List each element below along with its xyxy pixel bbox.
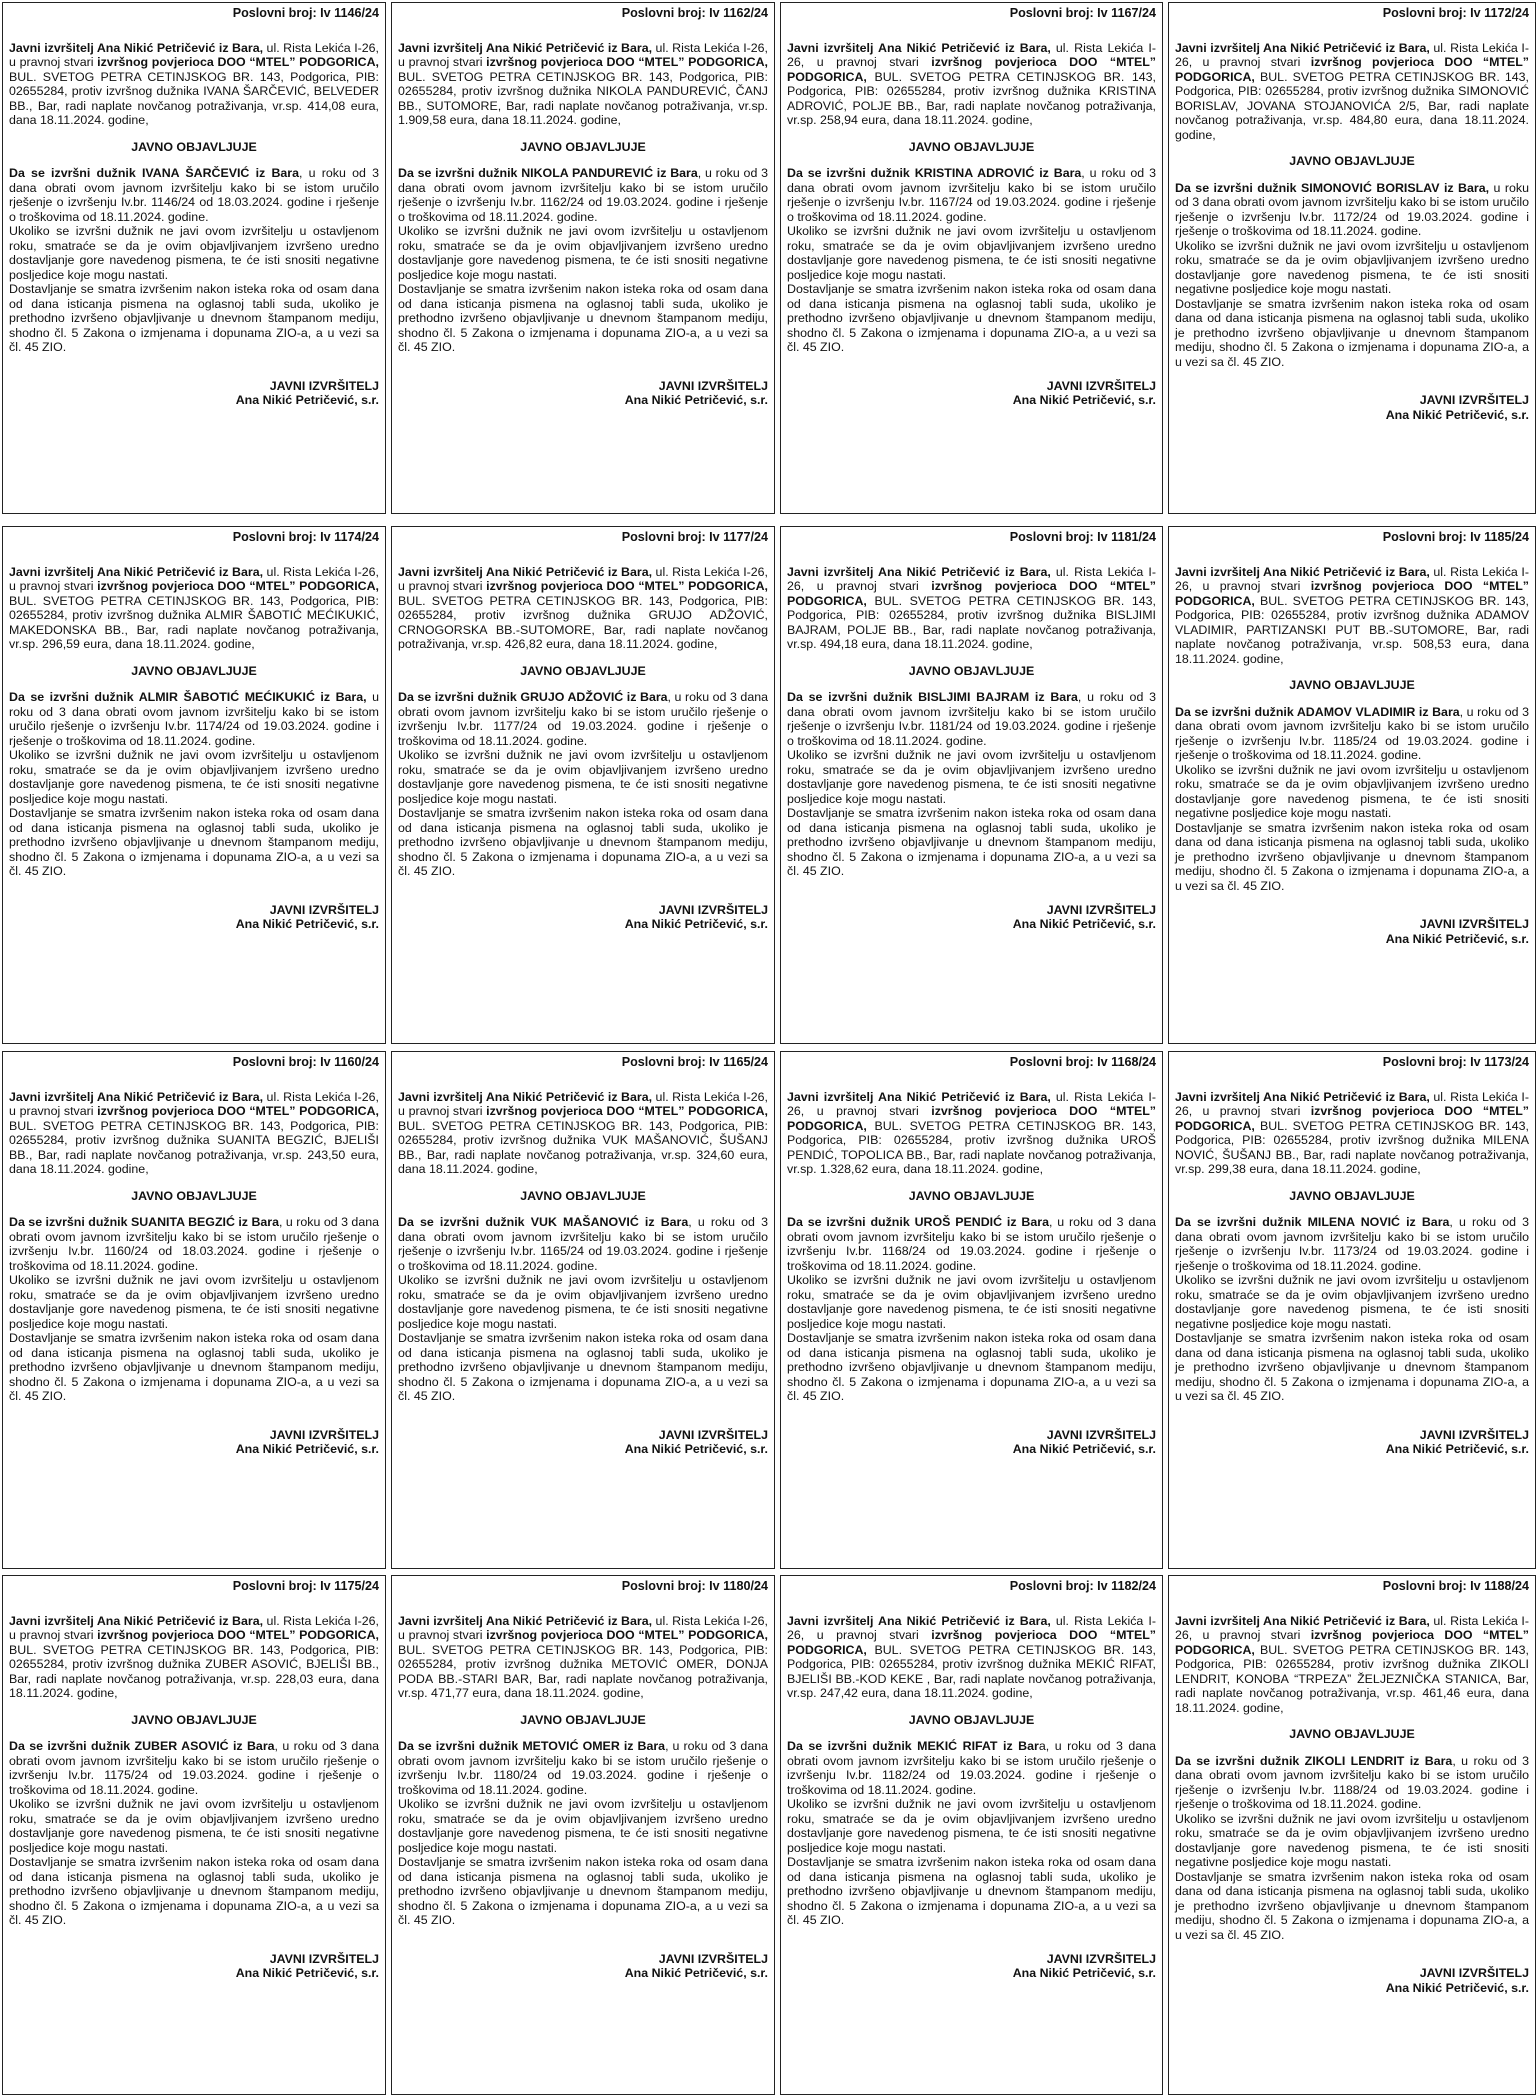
intro-paragraph <box>9 1614 379 1701</box>
executor-address: ul. Rista Lekića I-26, u pravnoj stvari <box>398 40 768 70</box>
case-number: Poslovni broj: Iv 1146/24 <box>232 6 379 20</box>
intro-paragraph <box>9 565 379 652</box>
debtor-name: Da se izvršni dužnik ALMIR ŠABOTIĆ MEĆIKUKIĆ iz Bara, <box>9 690 367 705</box>
summons-paragraph <box>787 690 1156 748</box>
signature <box>1175 917 1529 946</box>
debtor-name: Da se izvršni dužnik BISLJIMI BAJRAM iz Bara <box>787 690 1078 705</box>
signature-name: Ana Nikić Petričević, s.r. <box>624 1966 768 1981</box>
signature-title: JAVNI IZVRŠITELJ <box>658 1427 768 1442</box>
creditor-name: izvršnog povjerioca DOO “MTEL” PODGORICA, <box>486 1628 768 1643</box>
creditor-name: izvršnog povjerioca DOO “MTEL” PODGORICA, <box>787 55 1156 84</box>
delivery-paragraph: Dostavljanje se smatra izvršenim nakon isteka roka od osam dana od dana isticanja pismena na oglasnoj tabli suda, ukoliko je prethodno izvršeno objavljivanje u dnevnom štampanom mediju, shodno čl. 5 Zakona o izmjenama i dopunama ZIO-a, a u vezi sa čl. 45 ZIO. <box>398 282 768 355</box>
delivery-paragraph: Dostavljanje se smatra izvršenim nakon isteka roka od osam dana od dana isticanja pismena na oglasnoj tabli suda, ukoliko je prethodno izvršeno objavljivanje u dnevnom štampanom mediju, shodno čl. 5 Zakona o izmjenama i dopunama ZIO-a, a u vezi sa čl. 45 ZIO. <box>398 1331 768 1404</box>
delivery-paragraph: Dostavljanje se smatra izvršenim nakon isteka roka od osam dana od dana isticanja pismena na oglasnoj tabli suda, ukoliko je prethodno izvršeno objavljivanje u dnevnom štampanom mediju, shodno čl. 5 Zakona o izmjenama i dopunama ZIO-a, a u vezi sa čl. 45 ZIO. <box>1175 1331 1529 1404</box>
debtor-name: Da se izvršni dužnik ADAMOV VLADIMIR iz Bara <box>1175 704 1460 719</box>
notice-heading: JAVNO OBJAVLJUJE <box>520 139 646 154</box>
debtor-name: Da se izvršni dužnik UROŠ PENDIĆ iz Bara <box>787 1215 1049 1230</box>
case-details: BUL. SVETOG PETRA CETINJSKOG BR. 143, Podgorica, PIB: 02655284, protiv izvršnog dužnika UROŠ PENDIĆ, TOPOLICA BB., Bar, radi naplate novčanog potraživanja, vr.sp. 1.328,62 eura, dana 18.11.2024. godine, <box>787 1118 1156 1177</box>
case-details: BUL. SVETOG PETRA CETINJSKOG BR. 143, Podgorica, PIB: 02655284, protiv izvršnog dužnika SIMONOVIĆ BORISLAV, JOVANA STOJANOVIĆA 2/5, Bar, radi naplate novčanog potraživanja, vr.sp. 484,80 eura, dana 18.11.2024. godine, <box>1175 69 1529 142</box>
delivery-paragraph: Dostavljanje se smatra izvršenim nakon isteka roka od osam dana od dana isticanja pismena na oglasnoj tabli suda, ukoliko je prethodno izvršeno objavljivanje u dnevnom štampanom mediju, shodno čl. 5 Zakona o izmjenama i dopunama ZIO-a, a u vezi sa čl. 45 ZIO. <box>1175 296 1529 369</box>
intro-paragraph <box>1175 1614 1529 1716</box>
executor-address: ul. Rista Lekića I-26, u pravnoj stvari <box>1175 1089 1529 1119</box>
consequence-paragraph: Ukoliko se izvršni dužnik ne javi ovom izvršitelju u ostavljenom roku, smatraće se da je ovim objavljivanjem izvršeno uredno dostavljanje gore navedenog pismena, te će isti snositi negativne posljedice koje mogu nastati. <box>1175 1273 1529 1331</box>
summons-paragraph <box>787 1739 1156 1797</box>
executor-name: Javni izvršitelj Ana Nikić Petričević iz Bara, <box>9 1613 264 1628</box>
case-details: BUL. SVETOG PETRA CETINJSKOG BR. 143, Podgorica, PIB: 02655284, protiv izvršnog dužnika ALMIR ŠABOTIĆ MEĆIKUKIĆ, MAKEDONSKA BB., Bar, radi naplate novčanog potraživanja, vr.sp. 296,59 eura, dana 18.11.2024. godine, <box>9 593 379 652</box>
notice-box <box>1168 526 1536 1044</box>
notice-box <box>1168 2 1536 514</box>
case-details: BUL. SVETOG PETRA CETINJSKOG BR. 143, Podgorica, PIB: 02655284, protiv izvršnog dužnika MILENA NOVIĆ, ŠUŠANJ BB., Bar, radi naplate novčanog potraživanja, vr.sp. 299,38 eura, dana 18.11.2024. godine, <box>1175 1118 1529 1177</box>
notice-box <box>391 1575 775 2095</box>
intro-paragraph <box>787 1614 1156 1701</box>
case-number: Poslovni broj: Iv 1173/24 <box>1382 1055 1529 1069</box>
signature-title: JAVNI IZVRŠITELJ <box>658 902 768 917</box>
signature-title: JAVNI IZVRŠITELJ <box>269 378 379 393</box>
consequence-paragraph: Ukoliko se izvršni dužnik ne javi ovom izvršitelju u ostavljenom roku, smatraće se da je ovim objavljivanjem izvršeno uredno dostavljanje gore navedenog pismena, te će isti snositi negativne posljedice koje mogu nastati. <box>787 748 1156 806</box>
creditor-name: izvršnog povjerioca DOO “MTEL” PODGORICA, <box>97 1628 379 1643</box>
summons-text: , u roku od 3 dana obrati ovom javnom izvršitelju kako bi se istom uručilo rješenje o izvršenju Iv.br. 1177/24 od 19.03.2024. godine i rješenje o troškovima od 18.11.2024. godine. <box>398 690 768 748</box>
creditor-name: izvršnog povjerioca DOO “MTEL” PODGORICA, <box>1175 1628 1529 1657</box>
notice-heading: JAVNO OBJAVLJUJE <box>908 663 1035 678</box>
executor-address: ul. Rista Lekića I-26, u pravnoj stvari <box>9 1089 379 1119</box>
case-details: BUL. SVETOG PETRA CETINJSKOG BR. 143, Podgorica, PIB: 02655284, protiv izvršnog dužnika ZIKOLI LENDRIT, KONOBA “TRPEZA” ŽELJEZNIČKA STANICA, Bar, radi naplate novčanog potraživanja, vr.sp. 461,46 eura, dana 18.11.2024. godine, <box>1175 1642 1529 1715</box>
creditor-name: izvršnog povjerioca DOO “MTEL” PODGORICA, <box>97 55 379 70</box>
summons-text: , u roku od 3 dana obrati ovom javnom izvršitelju kako bi se istom uručilo rješenje o izvršenju Iv.br. 1188/24 od 19.03.2024. godine i rješenje o troškovima od 18.11.2024. godine. <box>1175 1753 1529 1812</box>
executor-name: Javni izvršitelj Ana Nikić Petričević iz Bara, <box>787 40 1051 55</box>
creditor-name: izvršnog povjerioca DOO “MTEL” PODGORICA, <box>1175 579 1529 608</box>
summons-text: , u roku od 3 dana obrati ovom javnom izvršitelju kako bi se istom uručilo rješenje o izvršenju Iv.br. 1180/24 od 19.03.2024. godine i rješenje o troškovima od 18.11.2024. godine. <box>398 1739 768 1797</box>
notice-box <box>780 1051 1163 1569</box>
summons-text: , u roku od 3 dana obrati ovom javnom izvršitelju kako bi se istom uručilo rješenje o izvršenju Iv.br. 1162/24 od 19.03.2024. godine i rješenje o troškovima od 18.11.2024. godine. <box>398 166 768 224</box>
executor-name: Javni izvršitelj Ana Nikić Petričević iz Bara, <box>787 564 1051 579</box>
summons-text: , u roku od 3 dana obrati ovom javnom izvršitelju kako bi se istom uručilo rješenje o izvršenju Iv.br. 1165/24 od 19.03.2024. godine i rješenje o troškovima od 18.11.2024. godine. <box>398 1215 768 1273</box>
consequence-paragraph: Ukoliko se izvršni dužnik ne javi ovom izvršitelju u ostavljenom roku, smatraće se da je ovim objavljivanjem izvršeno uredno dostavljanje gore navedenog pismena, te će isti snositi negativne posljedice koje mogu nastati. <box>9 1797 379 1855</box>
creditor-name: izvršnog povjerioca DOO “MTEL” PODGORICA, <box>97 1104 379 1119</box>
intro-paragraph <box>787 41 1156 128</box>
executor-name: Javni izvršitelj Ana Nikić Petričević iz Bara, <box>398 564 653 579</box>
summons-text: a, u roku od 3 dana obrati ovom javnom izvršitelju kako bi se istom uručilo rješenje o izvršenju Iv.br. 1182/24 od 19.03.2024. godine i rješenje o troškovima od 18.11.2024. godine. <box>787 1739 1156 1797</box>
case-number: Poslovni broj: Iv 1182/24 <box>1009 1579 1156 1593</box>
intro-paragraph <box>398 565 768 652</box>
summons-paragraph <box>1175 1215 1529 1273</box>
signature-name: Ana Nikić Petričević, s.r. <box>1385 1442 1529 1457</box>
signature-title: JAVNI IZVRŠITELJ <box>1419 917 1529 932</box>
signature <box>787 379 1156 408</box>
summons-text: u roku od 3 dana obrati ovom javnom izvršitelju kako bi se istom uručilo rješenje o izvršenju Iv.br. 1174/24 od 19.03.2024. godine i rješenje o troškovima od 18.11.2024. godine. <box>9 690 379 748</box>
executor-address: ul. Rista Lekića I-26, u pravnoj stvari <box>787 564 1156 594</box>
signature-name: Ana Nikić Petričević, s.r. <box>624 917 768 932</box>
notice-heading: JAVNO OBJAVLJUJE <box>908 1188 1035 1203</box>
case-number: Poslovni broj: Iv 1162/24 <box>621 6 768 20</box>
notices-grid <box>2 2 1536 2096</box>
executor-address: ul. Rista Lekića I-26, u pravnoj stvari <box>1175 564 1529 594</box>
executor-address: ul. Rista Lekića I-26, u pravnoj stvari <box>9 1613 379 1643</box>
signature-title: JAVNI IZVRŠITELJ <box>269 1427 379 1442</box>
case-number: Poslovni broj: Iv 1181/24 <box>1009 530 1156 544</box>
debtor-name: Da se izvršni dužnik ZUBER ASOVIĆ iz Bara <box>9 1739 275 1754</box>
signature-title: JAVNI IZVRŠITELJ <box>269 1951 379 1966</box>
notice-heading: JAVNO OBJAVLJUJE <box>520 663 646 678</box>
delivery-paragraph: Dostavljanje se smatra izvršenim nakon isteka roka od osam dana od dana isticanja pismena na oglasnoj tabli suda, ukoliko je prethodno izvršeno objavljivanje u dnevnom štampanom mediju, shodno čl. 5 Zakona o izmjenama i dopunama ZIO-a, a u vezi sa čl. 45 ZIO. <box>787 282 1156 355</box>
consequence-paragraph: Ukoliko se izvršni dužnik ne javi ovom izvršitelju u ostavljenom roku, smatraće se da je ovim objavljivanjem izvršeno uredno dostavljanje gore navedenog pismena, te će isti snositi negativne posljedice koje mogu nastati. <box>398 1273 768 1331</box>
signature-name: Ana Nikić Petričević, s.r. <box>1385 407 1529 422</box>
creditor-name: izvršnog povjerioca DOO “MTEL” PODGORICA, <box>486 55 768 70</box>
summons-text: , u roku od 3 dana obrati ovom javnom izvršitelju kako bi se istom uručilo rješenje o izvršenju Iv.br. 1173/24 od 19.03.2024. godine i rješenje o troškovima od 18.11.2024. godine. <box>1175 1215 1529 1273</box>
creditor-name: izvršnog povjerioca DOO “MTEL” PODGORICA, <box>97 579 379 594</box>
case-details: BUL. SVETOG PETRA CETINJSKOG BR. 143, Podgorica, PIB: 02655284, protiv izvršnog dužnika KRISTINA ADROVIĆ, POLJE BB., Bar, radi naplate novčanog potraživanja, vr.sp. 258,94 eura, dana 18.11.2024. godine, <box>787 69 1156 128</box>
creditor-name: izvršnog povjerioca DOO “MTEL” PODGORICA, <box>787 1628 1156 1657</box>
debtor-name: Da se izvršni dužnik IVANA ŠARČEVIĆ iz Bara <box>9 166 300 181</box>
signature-name: Ana Nikić Petričević, s.r. <box>1012 393 1156 408</box>
case-number: Poslovni broj: Iv 1175/24 <box>232 1579 379 1593</box>
intro-paragraph <box>398 1614 768 1701</box>
intro-paragraph <box>9 41 379 128</box>
executor-name: Javni izvršitelj Ana Nikić Petričević iz Bara, <box>9 1089 264 1104</box>
notice-heading: JAVNO OBJAVLJUJE <box>1289 1727 1415 1742</box>
summons-paragraph <box>9 1215 379 1273</box>
intro-paragraph <box>787 1090 1156 1177</box>
creditor-name: izvršnog povjerioca DOO “MTEL” PODGORICA, <box>787 1104 1156 1133</box>
intro-paragraph <box>398 1090 768 1177</box>
case-details: BUL. SVETOG PETRA CETINJSKOG BR. 143, Podgorica, PIB: 02655284, protiv izvršnog dužnika NIKOLA PANDUREVIĆ, ČANJ BB., SUTOMORE, Bar, radi naplate novčanog potraživanja, vr.sp. 1.909,58 eura, dana 18.11.2024. godine, <box>398 69 768 128</box>
summons-paragraph <box>787 166 1156 224</box>
signature-name: Ana Nikić Petričević, s.r. <box>1012 1442 1156 1457</box>
signature-name: Ana Nikić Petričević, s.r. <box>1012 917 1156 932</box>
consequence-paragraph: Ukoliko se izvršni dužnik ne javi ovom izvršitelju u ostavljenom roku, smatraće se da je ovim objavljivanjem izvršeno uredno dostavljanje gore navedenog pismena, te će isti snositi negativne posljedice koje mogu nastati. <box>787 224 1156 282</box>
summons-text: , u roku od 3 dana obrati ovom javnom izvršitelju kako bi se istom uručilo rješenje o izvršenju Iv.br. 1160/24 od 18.03.2024. godine i rješenje o troškovima od 18.11.2024. godine. <box>9 1215 379 1273</box>
signature-title: JAVNI IZVRŠITELJ <box>1419 393 1529 408</box>
case-number: Poslovni broj: Iv 1172/24 <box>1382 6 1529 20</box>
signature <box>9 1952 379 1981</box>
summons-paragraph <box>1175 1754 1529 1812</box>
consequence-paragraph: Ukoliko se izvršni dužnik ne javi ovom izvršitelju u ostavljenom roku, smatraće se da je ovim objavljivanjem izvršeno uredno dostavljanje gore navedenog pismena, te će isti snositi negativne posljedice koje mogu nastati. <box>9 1273 379 1331</box>
creditor-name: izvršnog povjerioca DOO “MTEL” PODGORICA, <box>486 579 768 594</box>
case-number: Poslovni broj: Iv 1177/24 <box>621 530 768 544</box>
summons-text: u roku od 3 dana obrati ovom javnom izvršitelju kako bi se istom uručilo rješenje o izvršenju Iv.br. 1172/24 od 19.03.2024. godine i rješenje o troškovima od 18.11.2024. godine. <box>1175 180 1529 239</box>
executor-address: ul. Rista Lekića I-26, u pravnoj stvari <box>1175 40 1529 70</box>
notice-box <box>780 1575 1163 2095</box>
summons-paragraph <box>9 690 379 748</box>
notice-box <box>2 1575 386 2095</box>
executor-name: Javni izvršitelj Ana Nikić Petričević iz Bara, <box>9 40 264 55</box>
delivery-paragraph: Dostavljanje se smatra izvršenim nakon isteka roka od osam dana od dana isticanja pismena na oglasnoj tabli suda, ukoliko je prethodno izvršeno objavljivanje u dnevnom štampanom mediju, shodno čl. 5 Zakona o izmjenama i dopunama ZIO-a, a u vezi sa čl. 45 ZIO. <box>398 1855 768 1928</box>
summons-paragraph <box>398 1739 768 1797</box>
notice-box <box>391 526 775 1044</box>
case-details: BUL. SVETOG PETRA CETINJSKOG BR. 143, Podgorica, PIB: 02655284, protiv izvršnog dužnika VUK MAŠANOVIĆ, ŠUŠANJ BB., Bar, radi naplate novčanog potraživanja, vr.sp. 324,60 eura, dana 18.11.2024. godine, <box>398 1118 768 1177</box>
summons-text: , u roku od 3 dana obrati ovom javnom izvršitelju kako bi se istom uručilo rješenje o izvršenju Iv.br. 1175/24 od 19.03.2024. godine i rješenje o troškovima od 18.11.2024. godine. <box>9 1739 379 1797</box>
debtor-name: Da se izvršni dužnik MILENA NOVIĆ iz Bara <box>1175 1215 1450 1230</box>
summons-paragraph <box>1175 181 1529 239</box>
signature-name: Ana Nikić Petričević, s.r. <box>235 393 379 408</box>
signature-name: Ana Nikić Petričević, s.r. <box>1012 1966 1156 1981</box>
creditor-name: izvršnog povjerioca DOO “MTEL” PODGORICA, <box>1175 55 1529 84</box>
notice-box <box>2 2 386 514</box>
signature-title: JAVNI IZVRŠITELJ <box>1419 1427 1529 1442</box>
case-details: BUL. SVETOG PETRA CETINJSKOG BR. 143, Podgorica, PIB: 02655284, protiv izvršnog dužnika BISLJIMI BAJRAM, POLJE BB., Bar, radi naplate novčanog potraživanja, vr.sp. 494,18 eura, dana 18.11.2024. godine, <box>787 593 1156 652</box>
executor-address: ul. Rista Lekića I-26, u pravnoj stvari <box>9 564 379 594</box>
signature-name: Ana Nikić Petričević, s.r. <box>1385 1980 1529 1995</box>
summons-paragraph <box>398 166 768 224</box>
summons-text: , u roku od 3 dana obrati ovom javnom izvršitelju kako bi se istom uručilo rješenje o izvršenju Iv.br. 1185/24 od 19.03.2024. godine i rješenje o troškovima od 18.11.2024. godine. <box>1175 704 1529 763</box>
case-number: Poslovni broj: Iv 1160/24 <box>232 1055 379 1069</box>
executor-address: ul. Rista Lekića I-26, u pravnoj stvari <box>787 1089 1156 1119</box>
notice-heading: JAVNO OBJAVLJUJE <box>131 663 257 678</box>
delivery-paragraph: Dostavljanje se smatra izvršenim nakon isteka roka od osam dana od dana isticanja pismena na oglasnoj tabli suda, ukoliko je prethodno izvršeno objavljivanje u dnevnom štampanom mediju, shodno čl. 5 Zakona o izmjenama i dopunama ZIO-a, a u vezi sa čl. 45 ZIO. <box>9 806 379 879</box>
intro-paragraph <box>9 1090 379 1177</box>
consequence-paragraph: Ukoliko se izvršni dužnik ne javi ovom izvršitelju u ostavljenom roku, smatraće se da je ovim objavljivanjem izvršeno uredno dostavljanje gore navedenog pismena, te će isti snositi negativne posljedice koje mogu nastati. <box>1175 762 1529 821</box>
case-number: Poslovni broj: Iv 1165/24 <box>621 1055 768 1069</box>
notice-box <box>780 2 1163 514</box>
delivery-paragraph: Dostavljanje se smatra izvršenim nakon isteka roka od osam dana od dana isticanja pismena na oglasnoj tabli suda, ukoliko je prethodno izvršeno objavljivanje u dnevnom štampanom mediju, shodno čl. 5 Zakona o izmjenama i dopunama ZIO-a, a u vezi sa čl. 45 ZIO. <box>787 1855 1156 1928</box>
consequence-paragraph: Ukoliko se izvršni dužnik ne javi ovom izvršitelju u ostavljenom roku, smatraće se da je ovim objavljivanjem izvršeno uredno dostavljanje gore navedenog pismena, te će isti snositi negativne posljedice koje mogu nastati. <box>787 1797 1156 1855</box>
executor-name: Javni izvršitelj Ana Nikić Petričević iz Bara, <box>1175 564 1430 579</box>
case-number: Poslovni broj: Iv 1180/24 <box>621 1579 768 1593</box>
debtor-name: Da se izvršni dužnik VUK MAŠANOVIĆ iz Bara <box>398 1215 689 1230</box>
notice-heading: JAVNO OBJAVLJUJE <box>1289 678 1415 693</box>
debtor-name: Da se izvršni dužnik NIKOLA PANDUREVIĆ iz Bara <box>398 166 698 181</box>
signature-title: JAVNI IZVRŠITELJ <box>1419 1966 1529 1981</box>
case-number: Poslovni broj: Iv 1188/24 <box>1382 1579 1529 1593</box>
delivery-paragraph: Dostavljanje se smatra izvršenim nakon isteka roka od osam dana od dana isticanja pismena na oglasnoj tabli suda, ukoliko je prethodno izvršeno objavljivanje u dnevnom štampanom mediju, shodno čl. 5 Zakona o izmjenama i dopunama ZIO-a, a u vezi sa čl. 45 ZIO. <box>9 1331 379 1404</box>
notice-box <box>1168 1051 1536 1569</box>
executor-name: Javni izvršitelj Ana Nikić Petričević iz Bara, <box>787 1089 1051 1104</box>
signature-name: Ana Nikić Petričević, s.r. <box>1385 931 1529 946</box>
executor-name: Javni izvršitelj Ana Nikić Petričević iz Bara, <box>1175 1089 1430 1104</box>
notice-box <box>1168 1575 1536 2095</box>
signature <box>9 379 379 408</box>
summons-paragraph <box>787 1215 1156 1273</box>
notice-heading: JAVNO OBJAVLJUJE <box>131 1712 257 1727</box>
consequence-paragraph: Ukoliko se izvršni dužnik ne javi ovom izvršitelju u ostavljenom roku, smatraće se da je ovim objavljivanjem izvršeno uredno dostavljanje gore navedenog pismena, te će isti snositi negativne posljedice koje mogu nastati. <box>398 748 768 806</box>
creditor-name: izvršnog povjerioca DOO “MTEL” PODGORICA, <box>486 1104 768 1119</box>
summons-text: , u roku od 3 dana obrati ovom javnom izvršitelju kako bi se istom uručilo rješenje o izvršenju Iv.br. 1146/24 od 18.03.2024. godine i rješenje o troškovima od 18.11.2024. godine. <box>9 166 379 224</box>
executor-name: Javni izvršitelj Ana Nikić Petričević iz Bara, <box>9 564 264 579</box>
summons-text: , u roku od 3 dana obrati ovom javnom izvršitelju kako bi se istom uručilo rješenje o izvršenju Iv.br. 1168/24 od 19.03.2024. godine i rješenje o troškovima od 18.11.2024. godine. <box>787 1215 1156 1273</box>
intro-paragraph <box>398 41 768 128</box>
case-number: Poslovni broj: Iv 1185/24 <box>1382 530 1529 544</box>
executor-address: ul. Rista Lekića I-26, u pravnoj stvari <box>9 40 379 70</box>
signature-name: Ana Nikić Petričević, s.r. <box>624 1442 768 1457</box>
signature <box>398 903 768 932</box>
signature-title: JAVNI IZVRŠITELJ <box>1046 1427 1156 1442</box>
notice-heading: JAVNO OBJAVLJUJE <box>1289 1188 1415 1203</box>
consequence-paragraph: Ukoliko se izvršni dužnik ne javi ovom izvršitelju u ostavljenom roku, smatraće se da je ovim objavljivanjem izvršeno uredno dostavljanje gore navedenog pismena, te će isti snositi negativne posljedice koje mogu nastati. <box>398 1797 768 1855</box>
case-number: Poslovni broj: Iv 1174/24 <box>232 530 379 544</box>
signature <box>787 1952 1156 1981</box>
signature-name: Ana Nikić Petričević, s.r. <box>235 1966 379 1981</box>
notice-heading: JAVNO OBJAVLJUJE <box>908 139 1035 154</box>
signature-title: JAVNI IZVRŠITELJ <box>269 902 379 917</box>
case-number: Poslovni broj: Iv 1167/24 <box>1009 6 1156 20</box>
signature <box>1175 1428 1529 1457</box>
debtor-name: Da se izvršni dužnik KRISTINA ADROVIĆ iz Bara <box>787 166 1082 181</box>
signature-title: JAVNI IZVRŠITELJ <box>1046 378 1156 393</box>
summons-paragraph <box>9 1739 379 1797</box>
signature-name: Ana Nikić Petričević, s.r. <box>235 1442 379 1457</box>
intro-paragraph <box>787 565 1156 652</box>
executor-name: Javni izvršitelj Ana Nikić Petričević iz Bara, <box>1175 40 1430 55</box>
executor-name: Javni izvršitelj Ana Nikić Petričević iz Bara, <box>398 1613 653 1628</box>
summons-paragraph <box>9 166 379 224</box>
case-details: BUL. SVETOG PETRA CETINJSKOG BR. 143, Podgorica, PIB: 02655284, protiv izvršnog dužnika GRUJO ADŽOVIĆ, CRNOGORSKA BB.-SUTOMORE, Bar, radi naplate novčanog potraživanja, vr.sp. 426,82 eura, dana 18.11.2024. godine, <box>398 593 768 652</box>
executor-address: ul. Rista Lekića I-26, u pravnoj stvari <box>787 1613 1156 1643</box>
debtor-name: Da se izvršni dužnik SIMONOVIĆ BORISLAV iz Bara, <box>1175 180 1490 195</box>
signature <box>787 903 1156 932</box>
intro-paragraph <box>1175 41 1529 143</box>
signature-title: JAVNI IZVRŠITELJ <box>1046 902 1156 917</box>
notice-heading: JAVNO OBJAVLJUJE <box>908 1712 1035 1727</box>
executor-name: Javni izvršitelj Ana Nikić Petričević iz Bara, <box>398 1089 653 1104</box>
delivery-paragraph: Dostavljanje se smatra izvršenim nakon isteka roka od osam dana od dana isticanja pismena na oglasnoj tabli suda, ukoliko je prethodno izvršeno objavljivanje u dnevnom štampanom mediju, shodno čl. 5 Zakona o izmjenama i dopunama ZIO-a, a u vezi sa čl. 45 ZIO. <box>9 1855 379 1928</box>
consequence-paragraph: Ukoliko se izvršni dužnik ne javi ovom izvršitelju u ostavljenom roku, smatraće se da je ovim objavljivanjem izvršeno uredno dostavljanje gore navedenog pismena, te će isti snositi negativne posljedice koje mogu nastati. <box>9 748 379 806</box>
signature-title: JAVNI IZVRŠITELJ <box>658 378 768 393</box>
case-details: BUL. SVETOG PETRA CETINJSKOG BR. 143, Podgorica, PIB: 02655284, protiv izvršnog dužnika METOVIĆ OMER, DONJA PODA BB.-STARI BAR, Bar, radi naplate novčanog potraživanja, vr.sp. 471,77 eura, dana 18.11.2024. godine, <box>398 1642 768 1701</box>
case-details: BUL. SVETOG PETRA CETINJSKOG BR. 143, Podgorica, PIB: 02655284, protiv izvršnog dužnika IVANA ŠARČEVIĆ, BELVEDER BB., Bar, radi naplate novčanog potraživanja, vr.sp. 414,08 eura, dana 18.11.2024. godine, <box>9 69 379 128</box>
consequence-paragraph: Ukoliko se izvršni dužnik ne javi ovom izvršitelju u ostavljenom roku, smatraće se da je ovim objavljivanjem izvršeno uredno dostavljanje gore navedenog pismena, te će isti snositi negativne posljedice koje mogu nastati. <box>9 224 379 282</box>
signature <box>398 379 768 408</box>
case-details: BUL. SVETOG PETRA CETINJSKOG BR. 143, Podgorica, PIB: 02655284, protiv izvršnog dužnika SUANITA BEGZIĆ, BJELIŠI BB., Bar, radi naplate novčanog potraživanja, vr.sp. 243,50 eura, dana 18.11.2024. godine, <box>9 1118 379 1177</box>
intro-paragraph <box>1175 1090 1529 1177</box>
delivery-paragraph: Dostavljanje se smatra izvršenim nakon isteka roka od osam dana od dana isticanja pismena na oglasnoj tabli suda, ukoliko je prethodno izvršeno objavljivanje u dnevnom štampanom mediju, shodno čl. 5 Zakona o izmjenama i dopunama ZIO-a, a u vezi sa čl. 45 ZIO. <box>398 806 768 879</box>
executor-address: ul. Rista Lekića I-26, u pravnoj stvari <box>398 1613 768 1643</box>
intro-paragraph <box>1175 565 1529 667</box>
executor-address: ul. Rista Lekića I-26, u pravnoj stvari <box>398 1089 768 1119</box>
notice-heading: JAVNO OBJAVLJUJE <box>131 139 257 154</box>
debtor-name: Da se izvršni dužnik SUANITA BEGZIĆ iz Bara <box>9 1215 280 1230</box>
consequence-paragraph: Ukoliko se izvršni dužnik ne javi ovom izvršitelju u ostavljenom roku, smatraće se da je ovim objavljivanjem izvršeno uredno dostavljanje gore navedenog pismena, te će isti snositi negativne posljedice koje mogu nastati. <box>787 1273 1156 1331</box>
signature <box>398 1952 768 1981</box>
case-details: BUL. SVETOG PETRA CETINJSKOG BR. 143, Podgorica, PIB: 02655284, protiv izvršnog dužnika ADAMOV VLADIMIR, PARTIZANSKI PUT BB.-SUTOMORE, Bar, radi naplate novčanog potraživanja, vr.sp. 508,53 eura, dana 18.11.2024. godine, <box>1175 593 1529 666</box>
signature-title: JAVNI IZVRŠITELJ <box>658 1951 768 1966</box>
notice-heading: JAVNO OBJAVLJUJE <box>520 1188 646 1203</box>
summons-paragraph <box>1175 705 1529 763</box>
summons-paragraph <box>398 1215 768 1273</box>
notice-box <box>780 526 1163 1044</box>
signature <box>787 1428 1156 1457</box>
executor-name: Javni izvršitelj Ana Nikić Petričević iz Bara, <box>1175 1613 1430 1628</box>
creditor-name: izvršnog povjerioca DOO “MTEL” PODGORICA, <box>787 579 1156 608</box>
notice-heading: JAVNO OBJAVLJUJE <box>1289 154 1415 169</box>
notice-heading: JAVNO OBJAVLJUJE <box>520 1712 646 1727</box>
signature <box>398 1428 768 1457</box>
case-details: BUL. SVETOG PETRA CETINJSKOG BR. 143, Podgorica, PIB: 02655284, protiv izvršnog dužnika ZUBER ASOVIĆ, BJELIŠI BB., Bar, radi naplate novčanog potraživanja, vr.sp. 228,03 eura, dana 18.11.2024. godine, <box>9 1642 379 1701</box>
consequence-paragraph: Ukoliko se izvršni dužnik ne javi ovom izvršitelju u ostavljenom roku, smatraće se da je ovim objavljivanjem izvršeno uredno dostavljanje gore navedenog pismena, te će isti snositi negativne posljedice koje mogu nastati. <box>1175 1811 1529 1870</box>
signature-name: Ana Nikić Petričević, s.r. <box>235 917 379 932</box>
executor-address: ul. Rista Lekića I-26, u pravnoj stvari <box>398 564 768 594</box>
signature <box>9 903 379 932</box>
signature-name: Ana Nikić Petričević, s.r. <box>624 393 768 408</box>
signature <box>9 1428 379 1457</box>
delivery-paragraph: Dostavljanje se smatra izvršenim nakon isteka roka od osam dana od dana isticanja pismena na oglasnoj tabli suda, ukoliko je prethodno izvršeno objavljivanje u dnevnom štampanom mediju, shodno čl. 5 Zakona o izmjenama i dopunama ZIO-a, a u vezi sa čl. 45 ZIO. <box>787 1331 1156 1404</box>
notice-box <box>391 2 775 514</box>
executor-name: Javni izvršitelj Ana Nikić Petričević iz Bara, <box>398 40 653 55</box>
signature-title: JAVNI IZVRŠITELJ <box>1046 1951 1156 1966</box>
notice-box <box>2 1051 386 1569</box>
signature <box>1175 1966 1529 1995</box>
executor-name: Javni izvršitelj Ana Nikić Petričević iz Bara, <box>787 1613 1051 1628</box>
consequence-paragraph: Ukoliko se izvršni dužnik ne javi ovom izvršitelju u ostavljenom roku, smatraće se da je ovim objavljivanjem izvršeno uredno dostavljanje gore navedenog pismena, te će isti snositi negativne posljedice koje mogu nastati. <box>398 224 768 282</box>
debtor-name: Da se izvršni dužnik METOVIĆ OMER iz Bara <box>398 1739 666 1754</box>
debtor-name: Da se izvršni dužnik ZIKOLI LENDRIT iz Bara <box>1175 1753 1453 1768</box>
case-number: Poslovni broj: Iv 1168/24 <box>1009 1055 1156 1069</box>
debtor-name: Da se izvršni dužnik GRUJO ADŽOVIĆ iz Bara <box>398 690 668 705</box>
delivery-paragraph: Dostavljanje se smatra izvršenim nakon isteka roka od osam dana od dana isticanja pismena na oglasnoj tabli suda, ukoliko je prethodno izvršeno objavljivanje u dnevnom štampanom mediju, shodno čl. 5 Zakona o izmjenama i dopunama ZIO-a, a u vezi sa čl. 45 ZIO. <box>1175 820 1529 893</box>
case-details: BUL. SVETOG PETRA CETINJSKOG BR. 143, Podgorica, PIB: 02655284, protiv izvršnog dužnika MEKIĆ RIFAT, BJELIŠI BB.-KOD KEKE , Bar, radi naplate novčanog potraživanja, vr.sp. 247,42 eura, dana 18.11.2024. godine, <box>787 1642 1156 1701</box>
delivery-paragraph: Dostavljanje se smatra izvršenim nakon isteka roka od osam dana od dana isticanja pismena na oglasnoj tabli suda, ukoliko je prethodno izvršeno objavljivanje u dnevnom štampanom mediju, shodno čl. 5 Zakona o izmjenama i dopunama ZIO-a, a u vezi sa čl. 45 ZIO. <box>1175 1869 1529 1942</box>
summons-paragraph <box>398 690 768 748</box>
delivery-paragraph: Dostavljanje se smatra izvršenim nakon isteka roka od osam dana od dana isticanja pismena na oglasnoj tabli suda, ukoliko je prethodno izvršeno objavljivanje u dnevnom štampanom mediju, shodno čl. 5 Zakona o izmjenama i dopunama ZIO-a, a u vezi sa čl. 45 ZIO. <box>787 806 1156 879</box>
executor-address: ul. Rista Lekića I-26, u pravnoj stvari <box>787 40 1156 70</box>
notice-box <box>391 1051 775 1569</box>
notice-box <box>2 526 386 1044</box>
delivery-paragraph: Dostavljanje se smatra izvršenim nakon isteka roka od osam dana od dana isticanja pismena na oglasnoj tabli suda, ukoliko je prethodno izvršeno objavljivanje u dnevnom štampanom mediju, shodno čl. 5 Zakona o izmjenama i dopunama ZIO-a, a u vezi sa čl. 45 ZIO. <box>9 282 379 355</box>
consequence-paragraph: Ukoliko se izvršni dužnik ne javi ovom izvršitelju u ostavljenom roku, smatraće se da je ovim objavljivanjem izvršeno uredno dostavljanje gore navedenog pismena, te će isti snositi negativne posljedice koje mogu nastati. <box>1175 238 1529 297</box>
creditor-name: izvršnog povjerioca DOO “MTEL” PODGORICA, <box>1175 1104 1529 1133</box>
signature <box>1175 393 1529 422</box>
debtor-name: Da se izvršni dužnik MEKIĆ RIFAT iz Bar <box>787 1739 1039 1754</box>
summons-text: , u roku od 3 dana obrati ovom javnom izvršitelju kako bi se istom uručilo rješenje o izvršenju Iv.br. 1167/24 od 19.03.2024. godine i rješenje o troškovima od 18.11.2024. godine. <box>787 166 1156 224</box>
executor-address: ul. Rista Lekića I-26, u pravnoj stvari <box>1175 1613 1529 1643</box>
notice-heading: JAVNO OBJAVLJUJE <box>131 1188 257 1203</box>
summons-text: , u roku od 3 dana obrati ovom javnom izvršitelju kako bi se istom uručilo rješenje o izvršenju Iv.br. 1181/24 od 19.03.2024. godine i rješenje o troškovima od 18.11.2024. godine. <box>787 690 1156 748</box>
